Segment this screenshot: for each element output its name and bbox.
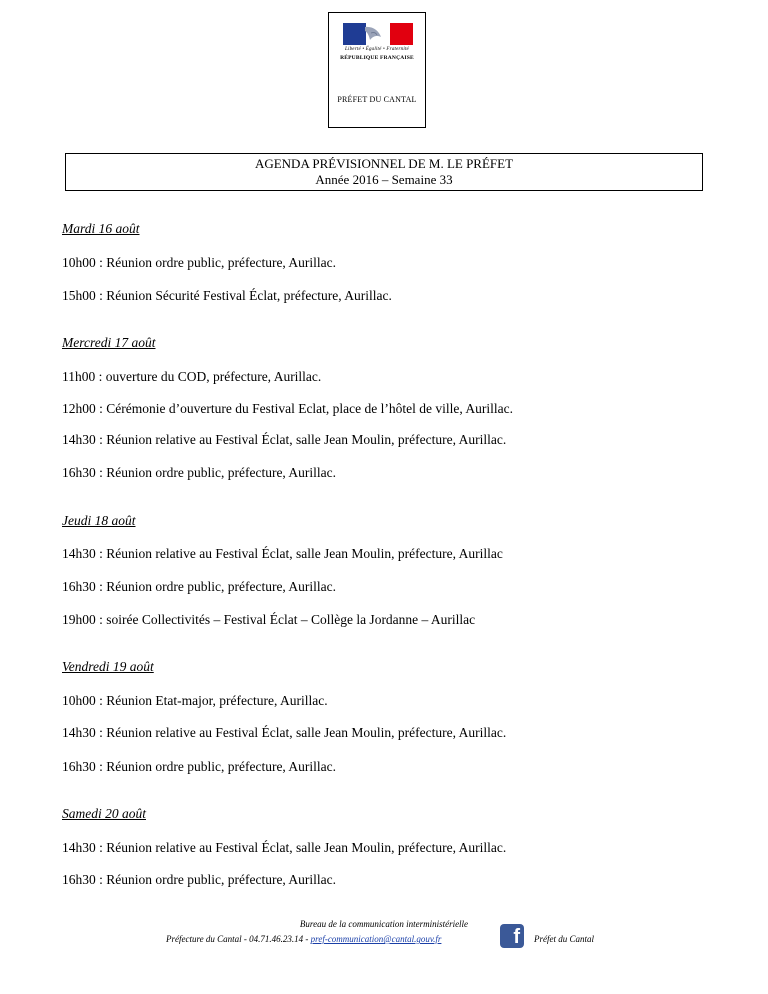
- day-heading: Mercredi 17 août: [62, 335, 156, 350]
- flag-logo-icon: [343, 23, 413, 45]
- agenda-subtitle: Année 2016 – Semaine 33: [315, 172, 453, 187]
- prefet-label: PRÉFET DU CANTAL: [337, 95, 417, 104]
- agenda-entry: 14h30 : Réunion relative au Festival Éclat, salle Jean Moulin, préfecture, Aurillac.: [62, 840, 507, 855]
- agenda-entry: 16h30 : Réunion ordre public, préfecture, Aurillac.: [62, 759, 337, 774]
- footer-phone: Préfecture du Cantal - 04.71.46.23.14 -: [166, 934, 311, 944]
- footer-contact-text: [166, 934, 441, 944]
- day-heading: Vendredi 19 août: [62, 659, 154, 674]
- agenda-entry: 19h00 : soirée Collectivités – Festival Éclat – Collège la Jordanne – Aurillac: [62, 612, 476, 627]
- agenda-entry: 10h00 : Réunion ordre public, préfecture, Aurillac.: [62, 255, 337, 270]
- agenda-entry: 16h30 : Réunion ordre public, préfecture, Aurillac.: [62, 579, 337, 594]
- day-heading: Samedi 20 août: [62, 806, 146, 821]
- agenda-entry: 14h30 : Réunion relative au Festival Éclat, salle Jean Moulin, préfecture, Aurillac: [62, 546, 503, 561]
- republic-label: RÉPUBLIQUE FRANÇAISE: [340, 55, 414, 61]
- agenda-entry: 14h30 : Réunion relative au Festival Éclat, salle Jean Moulin, préfecture, Aurillac.: [62, 725, 507, 740]
- footer-prefet: Préfet du Cantal: [534, 934, 594, 944]
- agenda-entry: 14h30 : Réunion relative au Festival Éclat, salle Jean Moulin, préfecture, Aurillac.: [62, 432, 507, 447]
- motto: Liberté • Égalité • Fraternité: [345, 47, 409, 52]
- logo-marianne: [328, 12, 426, 128]
- agenda-title-box: [65, 153, 703, 191]
- agenda-entry: 15h00 : Réunion Sécurité Festival Éclat, préfecture, Aurillac.: [62, 288, 392, 303]
- agenda-entry: 16h30 : Réunion ordre public, préfecture, Aurillac.: [62, 872, 337, 887]
- agenda-title: AGENDA PRÉVISIONNEL DE M. LE PRÉFET: [254, 156, 514, 171]
- day-heading: Mardi 16 août: [62, 221, 140, 236]
- agenda-entry: 16h30 : Réunion ordre public, préfecture, Aurillac.: [62, 465, 337, 480]
- day-heading: Jeudi 18 août: [62, 513, 136, 528]
- agenda-entry: 12h00 : Cérémonie d’ouverture du Festival Eclat, place de l’hôtel de ville, Aurillac.: [62, 401, 513, 416]
- footer-email-link[interactable]: pref-communication@cantal.gouv.fr: [310, 934, 442, 944]
- agenda-entry: 10h00 : Réunion Etat-major, préfecture, Aurillac.: [62, 693, 328, 708]
- footer-bureau: Bureau de la communication interministérielle: [299, 919, 469, 929]
- facebook-icon[interactable]: f: [500, 924, 524, 948]
- agenda-entry: 11h00 : ouverture du COD, préfecture, Aurillac.: [62, 369, 322, 384]
